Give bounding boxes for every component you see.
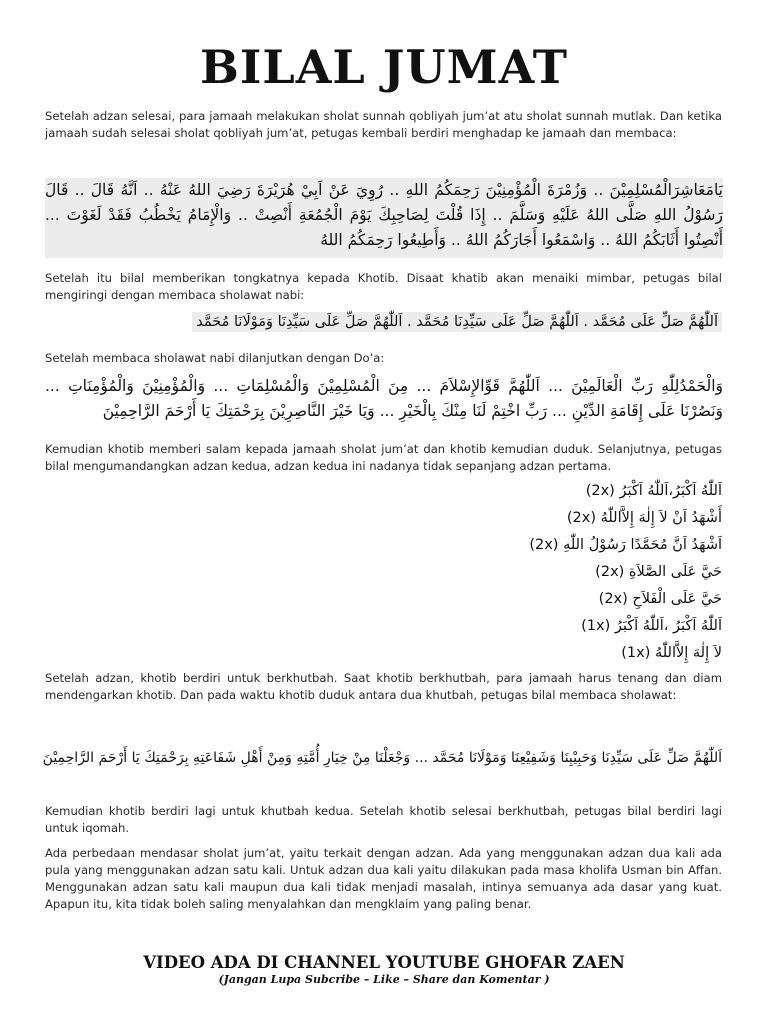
arabic-sholawat: اَللّٰهُمَّ صَلِّ عَلَى مُحَمَّد . اَللّٰهُمَّ صَلِّ عَلَى سَيِّدِنَا مُحَمَّد . اَللّٰهُمَّ صَلِّ عَلَى سَيِّدِنَا وَمَوْلَانَا مُحَمَّد xyxy=(192,312,722,332)
arabic-doa: وَالْحَمْدُلِلّٰهِ رَبِّ الْعَالَمِيْنَ ... اَللّٰهُمَّ قَوِّالإِسْلاَمَ ... مِنَ الْمُسْلِمِيْنَ وَالْمُسْلِمَاتِ ... وَالْمُؤْمِنِيْنَ وَالْمُؤْمِنَاتِ ... وَنَصُرْنَا عَلَى إِقَامَةِ الدِّيْنِ ... رَبِّ اخْتِمْ لَنَا مِنْكَ بِالْخَيْرِ ... وَيَا خَيْرَ النَّاصِرِيْنَ بِرَحْمَتِكَ يَا أَرْحَمَ الرَّاحِمِيْنَ xyxy=(45,377,723,420)
paragraph-doa-intro: Setelah membaca sholawat nabi dilanjutkan dengan Do’a: xyxy=(45,351,385,365)
adzan-line-4: حَيَّ عَلَى الصَّلاَةِ (2x) xyxy=(595,564,722,580)
adzan-line-1: اَللّٰهُ اَكْبَرُ،اَللّٰهُ اَكْبَرُ (2x) xyxy=(585,483,722,499)
adzan-line-7: لاَ إِلٰهَ إِلاَّاللّٰهُ (1x) xyxy=(621,645,722,661)
paragraph-tongkat: Setelah itu bilal memberikan tongkatnya kepada Khotib. Disaat khatib akan menaiki mimbar, petugas bilal mengiringi dengan membaca sholawat nabi: xyxy=(45,271,722,302)
adzan-line-3: اَشْهَدُ اَنَّ مُحَمَّدًا رَسُوْلُ اللّٰهِ (2x) xyxy=(529,537,722,553)
paragraph-adzan-kedua: Kemudian khotib memberi salam kepada jamaah sholat jum’at dan khotib kemudian duduk. Selanjutnya, petugas bilal mengumandangkan adzan kedua, adzan kedua ini nadanya tidak sepanjang adzan pertama. xyxy=(45,442,722,473)
adzan-line-5: حَيَّ عَلَى الْفَلاَحِ (2x) xyxy=(598,591,722,607)
paragraph-iqomah: Kemudian khotib berdiri lagi untuk khutbah kedua. Setelah khotib selesai berkhutbah, petugas bilal berdiri lagi untuk iqomah. xyxy=(45,804,722,835)
footer-title: VIDEO ADA DI CHANNEL YOUTUBE GHOFAR ZAEN xyxy=(143,953,625,972)
page-title: BILAL JUMAT xyxy=(200,40,568,94)
adzan-line-2: أَشْهَدُ اَنْ لاَ إِلٰهَ إِلاَّاللّٰهُ (2x) xyxy=(566,510,722,526)
adzan-line-6: اَللّٰهُ اَكْبَرُ ،اَللّٰهُ اَكْبَرُ (1x) xyxy=(581,618,722,634)
arabic-sholawat-khutbah: اَللّٰهُمَّ صَلِّ عَلَى سَيِّدِنَا وَحَبِيْبِنَا وَشَفِيْعِنَا وَمَوْلَانَا مُحَمَّد ... وَجْعَلْنَا مِنْ خِيَارِ أُمَّتِهِ وَمِنْ أَهْلِ شَفَاعَتِهِ بِرَحْمَتِكَ يَا أَرْحَمَ الرَّاحِمِيْنَ xyxy=(42,750,722,766)
paragraph-khutbah: Setelah adzan, khotib berdiri untuk berkhutbah. Saat khotib berkhutbah, para jamaah harus tenang dan diam mendengarkan khotib. Dan pada waktu khotib duduk antara dua khutbah, petugas bilal membaca sholawat: xyxy=(45,671,722,702)
arabic-announcement: يَامَعَاشِرَالْمُسْلِمِيْنَ .. وَزُمْرَةَ الْمُؤْمِنِيْنَ رَحِمَكُمُ اللهِ .. رُوِيَ عَنْ اَبِيْ هُرَيْرَةَ رَضِيَ اللهُ عَنْهُ .. اَنَّهُ قَالَ .. قَالَ رَسُوْلُ اللهِ صَلَّى اللهُ عَلَيْهِ وَسَلَّمَ .. إِذَا قُلْتَ لِصَاحِبِكَ يَوْمَ الْجُمُعَةِ أَنْصِتْ .. وَالْإِمَامُ يَخْطُبُ فَقَدْ لَغَوْتَ ... أَنْصِتُوا أَثَابَكُمُ اللهُ .. وَاسْمَعُوا أَجَارَكُمُ اللهُ .. وَأَطِيعُوا رَحِمَكُمُ اللهُ xyxy=(45,178,723,258)
footer-subtitle: (Jangan Lupa Subcribe – Like – Share dan Komentar ) xyxy=(218,973,550,986)
paragraph-perbedaan: Ada perbedaan mendasar sholat jum’at, yaitu terkait dengan adzan. Ada yang menggunakan adzan dua kali ada pula yang menggunakan adzan satu kali. Untuk adzan dua kali yaitu dilakukan pada masa kholifa Usman bin Affan. Menggunakan adzan satu kali maupun dua kali tidak menjadi masalah, intinya semuanya ada dasar yang kuat. Apapun itu, kita tidak boleh saling menyalahkan dan mengklaim yang paling benar. xyxy=(45,846,722,911)
paragraph-intro: Setelah adzan selesai, para jamaah melakukan sholat sunnah qobliyah jum’at atu sholat sunnah mutlak. Dan ketika jamaah sudah selesai sholat qobliyah jum’at, petugas kembali berdiri menghadap ke jamaah dan membaca: xyxy=(45,109,722,140)
